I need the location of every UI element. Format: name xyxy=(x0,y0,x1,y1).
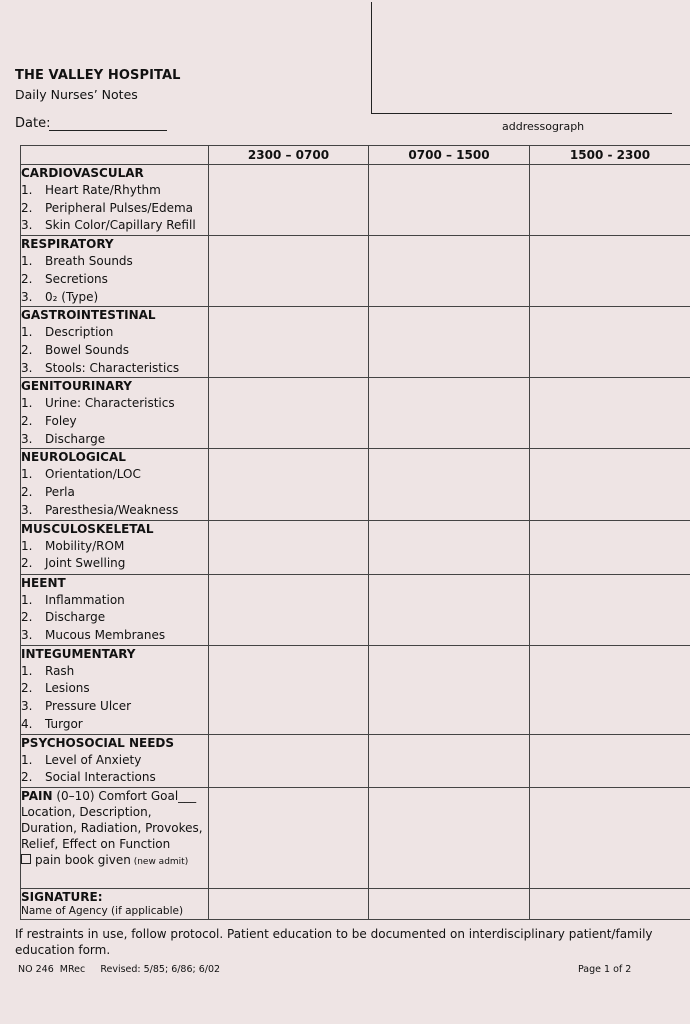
assessment-item xyxy=(21,680,208,698)
assessment-item xyxy=(21,271,208,289)
pain-book-note: (new admit) xyxy=(130,857,189,868)
form-number: NO 246 MRec Revised: 5/85; 6/86; 6/02 xyxy=(18,964,221,975)
shift-entry-cell[interactable] xyxy=(530,788,690,889)
table-header-row xyxy=(21,146,690,165)
assessment-item xyxy=(21,395,208,413)
item-label: Skin Color/Capillary Refill xyxy=(45,218,196,233)
assessment-item xyxy=(21,342,208,360)
assessment-item xyxy=(21,484,208,502)
section-label-cell xyxy=(21,165,209,236)
pain-title-rest: (0–10) Comfort Goal___ xyxy=(52,789,197,804)
item-number: 2. xyxy=(21,610,33,625)
assessment-item xyxy=(21,592,208,610)
item-label: Lesions xyxy=(45,681,90,696)
item-label: Pressure Ulcer xyxy=(45,699,132,714)
pain-description: Location, Description, Duration, Radiation, Provokes, Relief, Effect on Function xyxy=(21,805,203,851)
item-label: Mobility/ROM xyxy=(45,538,125,553)
section-label-cell xyxy=(21,734,209,787)
assessment-item xyxy=(21,182,208,200)
section-row xyxy=(21,307,690,378)
assessment-item xyxy=(21,627,208,645)
assessment-item xyxy=(21,663,208,681)
item-label: Orientation/LOC xyxy=(45,467,141,482)
assessment-item xyxy=(21,200,208,218)
item-label: Paresthesia/Weakness xyxy=(45,502,179,517)
shift-entry-cell[interactable] xyxy=(209,378,369,449)
assessment-item xyxy=(21,324,208,342)
assessment-item xyxy=(21,466,208,484)
item-number: 2. xyxy=(21,342,33,357)
item-number: 2. xyxy=(21,485,33,500)
header-blank xyxy=(21,146,209,165)
date-label: Date: xyxy=(15,116,51,131)
item-label: Bowel Sounds xyxy=(45,342,129,357)
item-number: 2. xyxy=(21,414,33,429)
shift-entry-cell[interactable] xyxy=(369,645,530,734)
shift-entry-cell[interactable] xyxy=(209,449,369,520)
item-number: 3. xyxy=(21,502,33,517)
section-title: MUSCULOSKELETAL xyxy=(21,521,154,536)
pain-book-checkbox[interactable] xyxy=(21,854,31,864)
assessment-item xyxy=(21,253,208,271)
item-number: 2. xyxy=(21,556,33,571)
assessment-item xyxy=(21,538,208,556)
shift-entry-cell[interactable] xyxy=(209,165,369,236)
form-subtitle: Daily Nurses’ Notes xyxy=(15,87,138,102)
page-number: Page 1 of 2 xyxy=(578,964,632,975)
item-label: Stools: Characteristics xyxy=(45,360,180,375)
shift-entry-cell[interactable] xyxy=(369,520,530,574)
shift-column-header: 0700 – 1500 xyxy=(369,146,530,165)
section-title: RESPIRATORY xyxy=(21,237,114,252)
item-label: Description xyxy=(45,325,114,340)
section-row xyxy=(21,236,690,307)
item-number: 1. xyxy=(21,467,33,482)
section-title: NEUROLOGICAL xyxy=(21,450,126,465)
assessment-item xyxy=(21,217,208,235)
item-number: 1. xyxy=(21,538,33,553)
shift-entry-cell[interactable] xyxy=(530,449,690,520)
shift-entry-cell[interactable] xyxy=(369,449,530,520)
item-number: 1. xyxy=(21,325,33,340)
addressograph-border-left xyxy=(371,2,372,114)
section-label-cell xyxy=(21,449,209,520)
pain-book-label: pain book given xyxy=(35,853,131,868)
shift-entry-cell[interactable] xyxy=(530,520,690,574)
item-number: 1. xyxy=(21,663,33,678)
shift-column-header: 1500 - 2300 xyxy=(530,146,690,165)
date-field-line[interactable] xyxy=(49,130,167,131)
section-label-cell xyxy=(21,520,209,574)
assessment-item xyxy=(21,752,208,770)
footer-note: If restraints in use, follow protocol. Patient education to be documented on interdisciplinary patient/family education form. xyxy=(15,927,653,957)
signature-row xyxy=(21,889,690,920)
shift-entry-cell[interactable] xyxy=(530,645,690,734)
item-label: Social Interactions xyxy=(45,770,156,785)
assessment-item xyxy=(21,769,208,787)
shift-entry-cell[interactable] xyxy=(209,645,369,734)
item-number: 2. xyxy=(21,770,33,785)
item-label: Peripheral Pulses/Edema xyxy=(45,200,194,215)
item-label: Inflammation xyxy=(45,592,125,607)
item-label: Turgor xyxy=(45,716,83,731)
item-number: 1. xyxy=(21,183,33,197)
section-label-cell xyxy=(21,236,209,307)
section-title: PSYCHOSOCIAL NEEDS xyxy=(21,735,175,750)
shift-entry-cell[interactable] xyxy=(369,574,530,645)
shift-entry-cell[interactable] xyxy=(530,165,690,236)
section-label-cell xyxy=(21,378,209,449)
signature-entry-cell[interactable] xyxy=(530,889,690,920)
item-label: Perla xyxy=(45,485,75,500)
shift-entry-cell[interactable] xyxy=(209,574,369,645)
shift-entry-cell[interactable] xyxy=(369,165,530,236)
shift-entry-cell[interactable] xyxy=(369,788,530,889)
shift-entry-cell[interactable] xyxy=(369,236,530,307)
item-label: Discharge xyxy=(45,431,106,446)
item-label: Heart Rate/Rhythm xyxy=(45,183,161,197)
shift-entry-cell[interactable] xyxy=(209,734,369,787)
section-row xyxy=(21,734,690,787)
section-row xyxy=(21,165,690,236)
signature-title: SIGNATURE: xyxy=(21,890,103,905)
signature-label-cell xyxy=(21,889,209,920)
item-label: Discharge xyxy=(45,610,106,625)
section-label-cell xyxy=(21,307,209,378)
shift-entry-cell[interactable] xyxy=(530,378,690,449)
assessment-item xyxy=(21,609,208,627)
item-number: 2. xyxy=(21,681,33,696)
item-number: 3. xyxy=(21,431,33,446)
agency-note: Name of Agency (if applicable) xyxy=(21,905,184,918)
shift-entry-cell[interactable] xyxy=(530,236,690,307)
item-number: 4. xyxy=(21,716,33,731)
section-label-cell xyxy=(21,574,209,645)
section-row xyxy=(21,449,690,520)
item-number: 1. xyxy=(21,752,33,767)
shift-entry-cell[interactable] xyxy=(530,734,690,787)
item-number: 3. xyxy=(21,289,33,304)
assessment-item xyxy=(21,555,208,573)
item-label: Foley xyxy=(45,414,77,429)
section-row xyxy=(21,378,690,449)
shift-entry-cell[interactable] xyxy=(209,788,369,889)
assessment-item xyxy=(21,413,208,431)
section-title: CARDIOVASCULAR xyxy=(21,166,144,180)
item-label: Rash xyxy=(45,663,75,678)
shift-entry-cell[interactable] xyxy=(209,307,369,378)
assessment-item xyxy=(21,431,208,449)
item-number: 1. xyxy=(21,592,33,607)
hospital-name: THE VALLEY HOSPITAL xyxy=(15,68,181,83)
nurses-notes-table xyxy=(20,145,690,920)
section-row xyxy=(21,574,690,645)
section-row xyxy=(21,520,690,574)
section-title: GENITOURINARY xyxy=(21,379,132,394)
item-label: Level of Anxiety xyxy=(45,752,142,767)
addressograph-border-bottom xyxy=(371,113,672,114)
table-body xyxy=(21,165,690,920)
item-label: Joint Swelling xyxy=(45,556,126,571)
pain-title xyxy=(21,788,208,804)
item-number: 3. xyxy=(21,627,33,642)
section-row xyxy=(21,645,690,734)
signature-entry-cell[interactable] xyxy=(369,889,530,920)
pain-book-row xyxy=(21,852,208,872)
pain-title-bold: PAIN xyxy=(21,789,53,804)
pain-label-cell xyxy=(21,788,209,889)
item-number: 3. xyxy=(21,699,33,714)
shift-entry-cell[interactable] xyxy=(369,734,530,787)
item-label: Urine: Characteristics xyxy=(45,396,175,411)
assessment-item xyxy=(21,502,208,520)
pain-row xyxy=(21,788,690,889)
assessment-item xyxy=(21,716,208,734)
item-label: Secretions xyxy=(45,271,108,286)
assessment-item xyxy=(21,698,208,716)
item-number: 2. xyxy=(21,271,33,286)
section-label-cell xyxy=(21,645,209,734)
shift-entry-cell[interactable] xyxy=(209,520,369,574)
signature-entry-cell[interactable] xyxy=(209,889,369,920)
item-number: 3. xyxy=(21,360,33,375)
shift-column-header: 2300 – 0700 xyxy=(209,146,369,165)
item-label: Mucous Membranes xyxy=(45,627,166,642)
section-title: HEENT xyxy=(21,575,66,590)
item-number: 2. xyxy=(21,200,33,215)
addressograph-label: addressograph xyxy=(502,120,585,133)
shift-entry-cell[interactable] xyxy=(530,574,690,645)
section-title: GASTROINTESTINAL xyxy=(21,308,156,323)
item-number: 3. xyxy=(21,218,33,233)
assessment-item xyxy=(21,289,208,307)
shift-entry-cell[interactable] xyxy=(369,307,530,378)
shift-entry-cell[interactable] xyxy=(530,307,690,378)
shift-entry-cell[interactable] xyxy=(369,378,530,449)
item-label: 0₂ (Type) xyxy=(45,289,99,304)
section-title: INTEGUMENTARY xyxy=(21,646,136,661)
item-number: 1. xyxy=(21,254,33,269)
item-number: 1. xyxy=(21,396,33,411)
assessment-item xyxy=(21,360,208,378)
item-label: Breath Sounds xyxy=(45,254,133,269)
shift-entry-cell[interactable] xyxy=(209,236,369,307)
